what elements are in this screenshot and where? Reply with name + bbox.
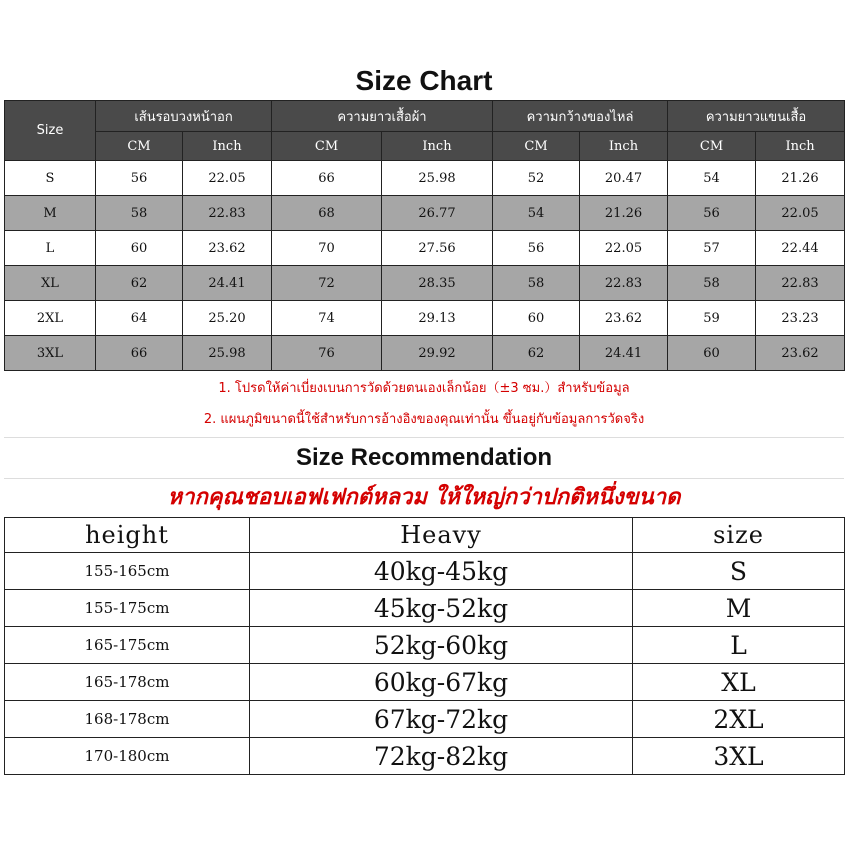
length-cm-cell: 76 [272,336,382,371]
sleeve-inch-cell: 22.05 [756,196,845,231]
length-cm-cell: 66 [272,161,382,196]
weight-cell: 72kg-82kg [250,738,633,775]
length-header: ความยาวเสื้อผ้า [272,101,493,132]
shoulder-cm-cell: 58 [493,266,580,301]
sleeve-inch-cell: 22.83 [756,266,845,301]
chest-cm-cell: 62 [96,266,183,301]
chest-inch-cell: 23.62 [183,231,272,266]
sleeve-cm-cell: 54 [668,161,756,196]
length-cm-cell: 68 [272,196,382,231]
height-cell: 165-178cm [5,664,250,701]
size-cell: 3XL [633,738,845,775]
height-cell: 155-165cm [5,553,250,590]
recommendation-row [5,590,845,627]
shoulder-header: ความกว้างของไหล่ [493,101,668,132]
unit-inch-header: Inch [580,132,668,161]
size-chart-title: Size Chart [355,65,493,96]
note-reference-only: 2. แผนภูมิขนาดนี้ใช้สำหรับการอ้างอิงของคุณเท่านั้น ขึ้นอยู่กับข้อมูลการวัดจริง [203,412,645,427]
size-cell: S [5,161,96,196]
loose-fit-advice: หากคุณชอบเอฟเฟกต์หลวม ให้ใหญ่กว่าปกติหนึ่งขนาด [167,485,681,510]
shoulder-inch-cell: 24.41 [580,336,668,371]
unit-cm-header: CM [96,132,183,161]
size-chart-row [5,336,845,371]
sleeve-cm-cell: 59 [668,301,756,336]
unit-cm-header: CM [272,132,382,161]
length-inch-cell: 27.56 [382,231,493,266]
size-chart-row [5,301,845,336]
size-chart-row [5,231,845,266]
chest-cm-cell: 58 [96,196,183,231]
chest-cm-cell: 60 [96,231,183,266]
weight-cell: 52kg-60kg [250,627,633,664]
shoulder-inch-cell: 22.05 [580,231,668,266]
size-cell: M [5,196,96,231]
recommendation-row [5,701,845,738]
shoulder-cm-cell: 62 [493,336,580,371]
length-cm-cell: 74 [272,301,382,336]
size-cell: 3XL [5,336,96,371]
size-cell: XL [633,664,845,701]
unit-inch-header: Inch [183,132,272,161]
size-cell: 2XL [633,701,845,738]
size-header: size [633,518,845,553]
height-cell: 165-175cm [5,627,250,664]
length-inch-cell: 28.35 [382,266,493,301]
sleeve-inch-cell: 21.26 [756,161,845,196]
size-recommendation-title: Size Recommendation [4,437,844,479]
weight-cell: 40kg-45kg [250,553,633,590]
size-cell: S [633,553,845,590]
length-cm-cell: 70 [272,231,382,266]
unit-inch-header: Inch [382,132,493,161]
sleeve-cm-cell: 57 [668,231,756,266]
recommendation-row [5,738,845,775]
weight-cell: 67kg-72kg [250,701,633,738]
weight-cell: 45kg-52kg [250,590,633,627]
shoulder-cm-cell: 52 [493,161,580,196]
weight-header: Heavy [250,518,633,553]
shoulder-inch-cell: 23.62 [580,301,668,336]
size-sheet [4,62,844,775]
length-inch-cell: 29.13 [382,301,493,336]
sleeve-cm-cell: 58 [668,266,756,301]
chest-cm-cell: 56 [96,161,183,196]
sleeve-inch-cell: 23.23 [756,301,845,336]
size-cell: L [633,627,845,664]
unit-inch-header: Inch [756,132,845,161]
length-inch-cell: 25.98 [382,161,493,196]
height-cell: 170-180cm [5,738,250,775]
chest-inch-cell: 25.98 [183,336,272,371]
chest-inch-cell: 24.41 [183,266,272,301]
recommendation-row [5,664,845,701]
recommendation-row [5,553,845,590]
weight-cell: 60kg-67kg [250,664,633,701]
unit-cm-header: CM [493,132,580,161]
sleeve-inch-cell: 23.62 [756,336,845,371]
height-cell: 168-178cm [5,701,250,738]
chest-cm-cell: 64 [96,301,183,336]
sleeve-cm-cell: 60 [668,336,756,371]
unit-cm-header: CM [668,132,756,161]
sleeve-header: ความยาวแขนเสื้อ [668,101,845,132]
size-cell: M [633,590,845,627]
height-cell: 155-175cm [5,590,250,627]
size-column-header: Size [5,101,96,161]
recommendation-row [5,627,845,664]
chest-inch-cell: 22.05 [183,161,272,196]
size-chart-row [5,266,845,301]
shoulder-inch-cell: 20.47 [580,161,668,196]
sleeve-cm-cell: 56 [668,196,756,231]
size-chart-row [5,196,845,231]
shoulder-inch-cell: 21.26 [580,196,668,231]
size-cell: XL [5,266,96,301]
shoulder-cm-cell: 54 [493,196,580,231]
size-chart-row [5,161,845,196]
height-header: height [5,518,250,553]
shoulder-inch-cell: 22.83 [580,266,668,301]
chest-inch-cell: 25.20 [183,301,272,336]
size-cell: 2XL [5,301,96,336]
length-inch-cell: 26.77 [382,196,493,231]
shoulder-cm-cell: 60 [493,301,580,336]
chest-inch-cell: 22.83 [183,196,272,231]
size-cell: L [5,231,96,266]
size-chart-table [4,100,845,371]
chest-cm-cell: 66 [96,336,183,371]
chest-header: เส้นรอบวงหน้าอก [96,101,272,132]
size-recommendation-table [4,517,845,775]
length-cm-cell: 72 [272,266,382,301]
note-measurement-deviation: 1. โปรดให้ค่าเบี่ยงเบนการวัดด้วยตนเองเล็กน้อย（±3 ซม.）สำหรับข้อมูล [218,381,630,396]
sleeve-inch-cell: 22.44 [756,231,845,266]
shoulder-cm-cell: 56 [493,231,580,266]
length-inch-cell: 29.92 [382,336,493,371]
